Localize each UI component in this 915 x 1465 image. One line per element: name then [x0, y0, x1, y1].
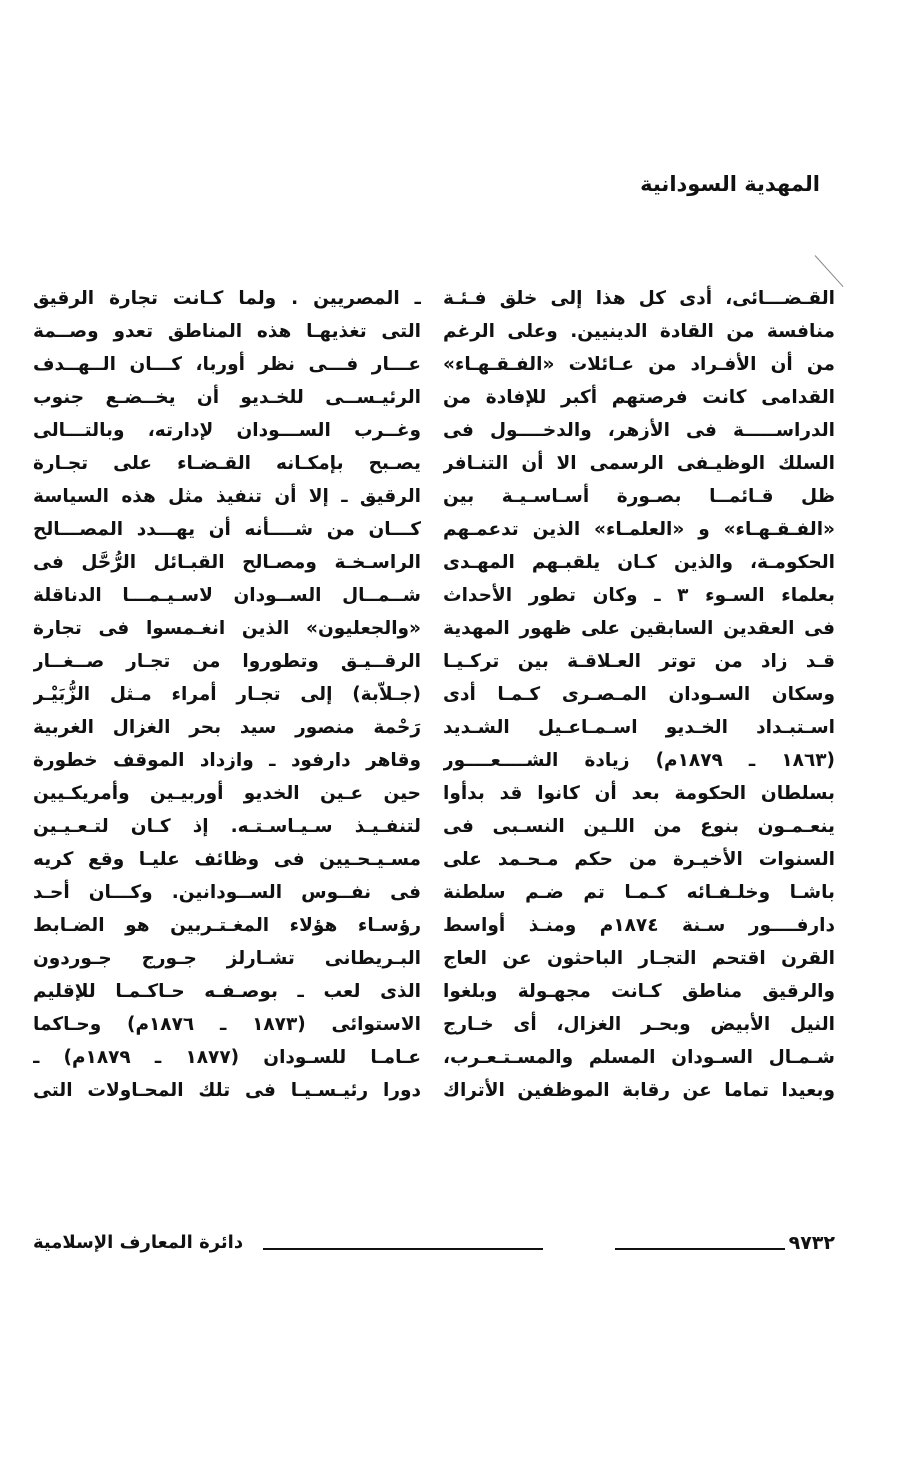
text-line: عـــار فـــى نظر أوربا، كـــان الــهــدف: [33, 354, 421, 375]
text-line: الرقيق ـ إلا أن تنفيذ مثل هذه السياسة: [33, 486, 421, 507]
text-line: (١٨٦٣ ـ ١٨٧٩م) زيادة الشــــعــــور: [443, 750, 835, 771]
text-line: اسـتبـداد الخـديو اسـمـاعـيل الشـديد: [443, 717, 835, 738]
text-line: رَحْمة منصور سيد بحر الغزال الغربية: [33, 717, 421, 738]
text-line: السنوات الأخيـرة من حكم مـحـمد على: [443, 849, 835, 870]
text-line: البـريطانى تشـارلز جـورج جـوردون: [33, 948, 421, 969]
text-line: كـــان من شــــأنه أن يهـــدد المصـــالح: [33, 519, 421, 540]
text-line: رؤسـاء هؤلاء المغـتـربين هو الضـابط: [33, 915, 421, 936]
text-line: الرئيـســى للخـديو أن يخــضـع جنوب: [33, 387, 421, 408]
text-line: وسكان السـودان المـصـرى كـمـا أدى: [443, 684, 835, 705]
text-line: شــمــال الســودان لاسـيـمـــا الدناقلة: [33, 585, 421, 606]
left-text-column: [33, 282, 421, 1107]
text-line: (جـلاّبة) إلى تجـار أمراء مـثل الزُّبَيْـر: [33, 684, 421, 705]
text-line: مسـيـحـيين فى وظائف عليـا وقع كريه: [33, 849, 421, 870]
text-line: السلك الوظيـفى الرسمى الا أن التنـافر: [443, 453, 835, 474]
text-line: القرن اقتحم التجـار الباحثون عن العاج: [443, 948, 835, 969]
text-line: ينعـمـون بنوع من اللـين النسـبى فى: [443, 816, 835, 837]
text-line: حين عـين الخديو أوربيـين وأمريكـيين: [33, 783, 421, 804]
text-line: دارفــــور سـنة ١٨٧٤م ومنـذ أواسط: [443, 915, 835, 936]
text-line: وبعيدا تماما عن رقابة الموظفين الأتراك: [443, 1080, 835, 1101]
right-text-column: [443, 282, 835, 1107]
text-line: بعلماء السـوء ٣ ـ وكان تطور الأحداث: [443, 585, 835, 606]
text-line: من أن الأفـراد من عـائلات «الفـقـهـاء»: [443, 354, 835, 375]
text-line: دورا رئيـسـيـا فى تلك المحـاولات التى: [33, 1080, 421, 1101]
text-line: وغــرب الســـودان لإدارته، وبالتـــالى: [33, 420, 421, 441]
page-number: ٩٧٣٢: [788, 1232, 835, 1254]
text-line: ظل قـائمــا بصـورة أسـاسـيـة بين: [443, 486, 835, 507]
text-line: يصـبح بإمكـانه القـضـاء على تجـارة: [33, 453, 421, 474]
text-line: بسلطان الحكومة بعد أن كانوا قد بدأوا: [443, 783, 835, 804]
text-line: قـد زاد من توتر العـلاقـة بين تركـيـا: [443, 651, 835, 672]
text-line: عـامـا للسـودان (١٨٧٧ ـ ١٨٧٩م) ـ: [33, 1047, 421, 1068]
footer-rule-right: [615, 1248, 785, 1250]
page-footer: [33, 1232, 835, 1262]
text-line: لتنفـيـذ سـيـاسـتـه. إذ كـان لتـعـيـين: [33, 816, 421, 837]
text-line: منافسة من القادة الدينيين. وعلى الرغم: [443, 321, 835, 342]
text-line: فى العقدين السابقين على ظهور المهدية: [443, 618, 835, 639]
text-line: وقاهر دارفود ـ وازداد الموقف خطورة: [33, 750, 421, 771]
text-line: باشـا وخلـفـائه كـمـا تم ضـم سلطنة: [443, 882, 835, 903]
text-line: شـمـال السـودان المسلم والمسـتـعـرب،: [443, 1047, 835, 1068]
text-line: ـ المصريين . ولما كـانت تجارة الرقيق: [33, 288, 421, 309]
text-line: الذى لعب ـ بوصـفـه حـاكـمـا للإقليم: [33, 981, 421, 1002]
text-line: فى نفــوس الســودانين. وكـــان أحـد: [33, 882, 421, 903]
text-line: الدراســـــة فى الأزهر، والدخــــول فى: [443, 420, 835, 441]
text-line: القدامى كانت فرصتهم أكبر للإفادة من: [443, 387, 835, 408]
text-line: والرقيق مناطق كـانت مجهـولة وبلغوا: [443, 981, 835, 1002]
text-line: الحكومـة، والذين كـان يلقبـهم المهـدى: [443, 552, 835, 573]
text-line: الرقــيـق وتطوروا من تجـار صــغــار: [33, 651, 421, 672]
text-line: «والجعليون» الذين انغـمسوا فى تجارة: [33, 618, 421, 639]
text-line: التى تغذيهـا هذه المناطق تعدو وصــمة: [33, 321, 421, 342]
publication-name: دائرة المعارف الإسلامية: [33, 1232, 244, 1253]
text-line: النيل الأبيض وبحـر الغزال، أى خـارج: [443, 1014, 835, 1035]
text-line: «الفـقـهـاء» و «العلمـاء» الذين تدعمـهم: [443, 519, 835, 540]
text-line: القـضـــائى، أدى كل هذا إلى خلق فـئـة: [443, 288, 835, 309]
running-title: المهدية السودانية: [640, 172, 820, 196]
text-line: الراسـخـة ومصـالح القبـائل الرُّحَّل فى: [33, 552, 421, 573]
footer-rule-left: [263, 1248, 543, 1250]
text-line: الاستوائى (١٨٧٣ ـ ١٨٧٦م) وحـاكما: [33, 1014, 421, 1035]
